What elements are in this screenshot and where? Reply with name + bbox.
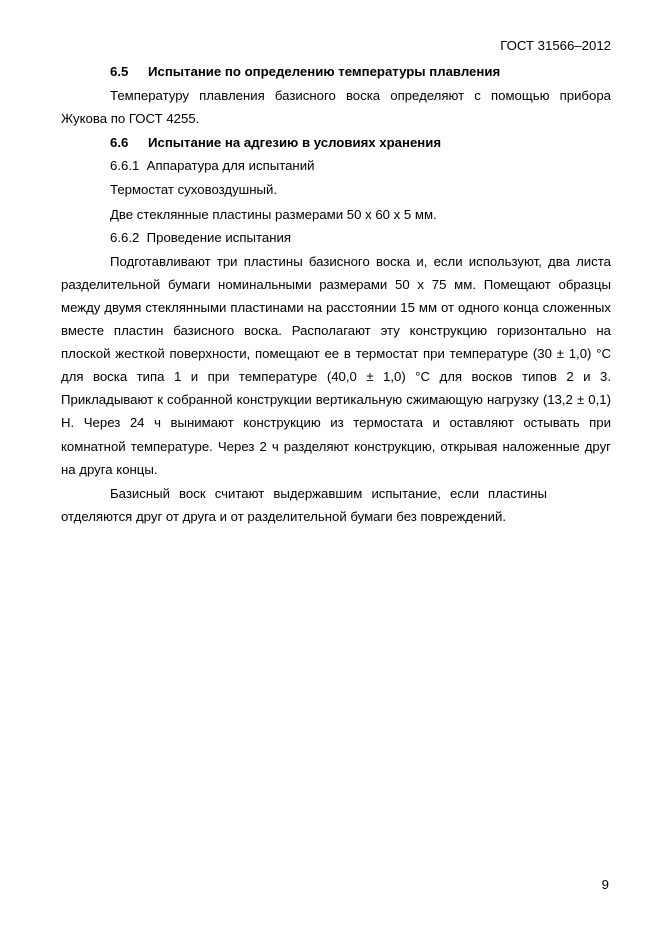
section-6-5-number: 6.5 — [110, 64, 129, 79]
paragraph-thermostat: Термостат суховоздушный. — [110, 182, 278, 198]
subsection-6-6-1-heading: 6.6.1 Аппаратура для испытаний — [110, 158, 315, 174]
section-6-5-title: Испытание по определению температуры плавления — [148, 64, 501, 79]
section-6-6-number: 6.6 — [110, 135, 129, 151]
document-body — [61, 60, 611, 528]
page-number: 9 — [601, 877, 609, 892]
paragraph-result-criteria: Базисный воск считают выдержавшим испытание, если пластины отделяются друг от друга и от разделительной бумаги без повреждений. — [61, 485, 547, 524]
section-6-5-heading — [110, 60, 611, 83]
section-6-6-heading — [110, 131, 611, 154]
section-6-6-title: Испытание на адгезию в условиях хранения — [148, 135, 442, 151]
paragraph-glass-plates: Две стеклянные пластины размерами 50 х 60 х 5 мм. — [110, 206, 437, 222]
section-6-5-text: Температуру плавления базисного воска определяют с помощью прибора Жукова по ГОСТ 4255. — [61, 88, 611, 127]
paragraph-procedure: Подготавливают три пластины базисного воска и, если используют, два листа разделительной бумаги номинальными размерами 50 х 75 мм. Помещают образцы между двумя стеклянными пластинами на расстоянии 15 мм от одного конца сложенных вместе пластин базисного воска. Располагают эту конструкцию горизонтально на плоской жесткой поверхности, помещают ее в термостат при температуре (30 ± 1,0) °С для воска типа 1 и при температуре (40,0 ± 1,0) °С для восков типов 2 и 3. Прикладывают к собранной конструкции вертикальную сжимающую нагрузку (13,2 ± 0,1) Н. Через 24 ч вынимают конструкцию из термостата и оставляют остывать при комнатной температуре. Через 2 ч разделяют конструкцию, открывая наложенные друг на друга концы. — [61, 253, 611, 477]
subsection-6-6-2-heading: 6.6.2 Проведение испытания — [110, 229, 291, 245]
page-header-standard: ГОСТ 31566–2012 — [500, 38, 611, 53]
